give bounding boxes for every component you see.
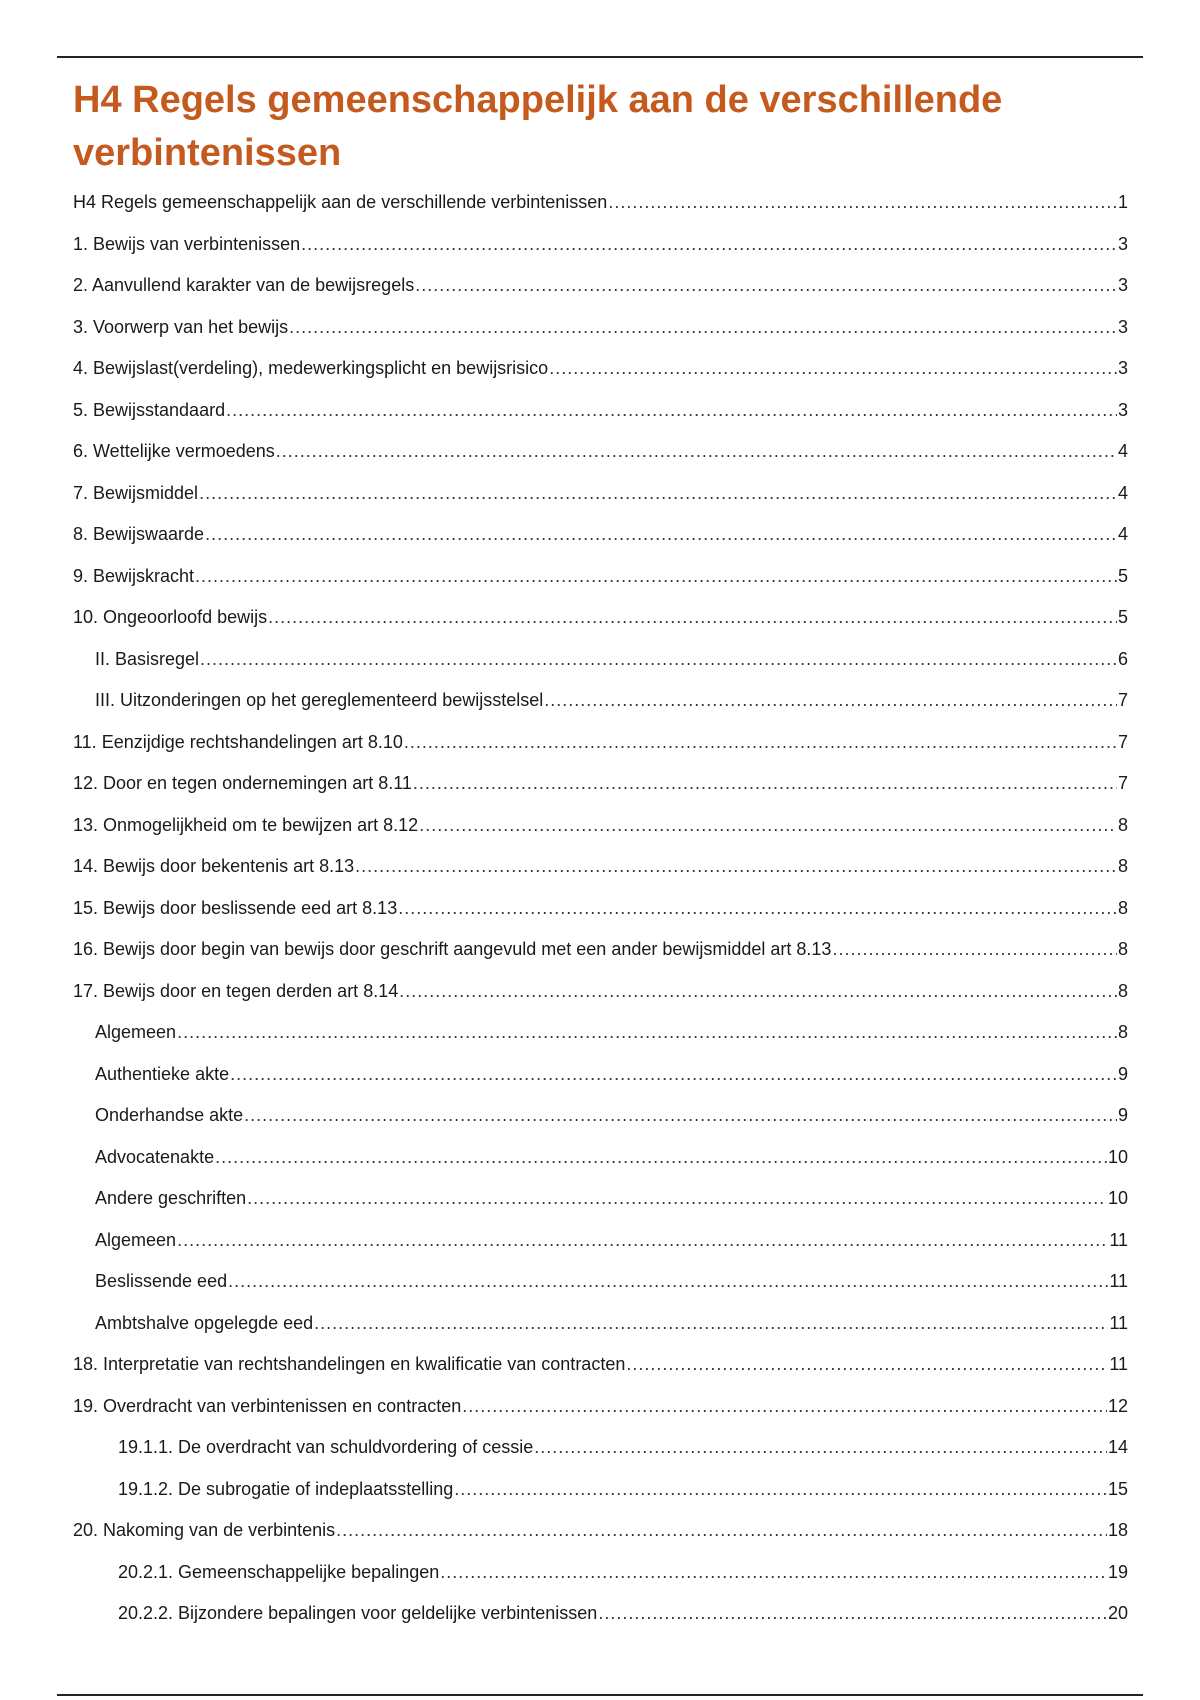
toc-dot-leader: [626, 1344, 1108, 1386]
toc-page-number: 3: [1117, 358, 1128, 378]
toc-dot-leader: [398, 888, 1117, 930]
toc-page-number: 12: [1107, 1395, 1128, 1416]
toc-page-number: 11: [1109, 1271, 1128, 1291]
toc-dot-leader: [177, 1012, 1117, 1054]
toc-page-number: 4: [1117, 441, 1128, 461]
toc-entry-label[interactable]: 20.2.2. Bijzondere bepalingen voor geldelijke verbintenissen: [118, 1603, 598, 1623]
toc-entry-label[interactable]: 4. Bewijslast(verdeling), medewerkingsplicht en bewijsrisico: [73, 358, 549, 378]
toc-entry-label[interactable]: 7. Bewijsmiddel: [73, 482, 199, 503]
toc-entry[interactable]: [73, 1261, 1128, 1303]
toc-entry-label[interactable]: Onderhandse akte: [95, 1105, 244, 1125]
toc-entry[interactable]: [73, 514, 1128, 556]
toc-dot-leader: [215, 1137, 1107, 1179]
toc-page-number: 20: [1107, 1603, 1128, 1623]
toc-dot-leader: [247, 1178, 1107, 1220]
toc-entry-label[interactable]: 5. Bewijsstandaard: [73, 399, 226, 420]
toc-entry-label[interactable]: 12. Door en tegen ondernemingen art 8.11: [73, 773, 412, 793]
toc-entry[interactable]: [73, 473, 1128, 515]
toc-dot-leader: [205, 514, 1117, 556]
toc-entry[interactable]: [73, 1012, 1128, 1054]
toc-page-number: 8: [1117, 897, 1128, 918]
top-rule: [57, 56, 1143, 58]
toc-page-number: 4: [1117, 524, 1128, 544]
toc-entry[interactable]: [73, 1344, 1128, 1386]
toc-page-number: 19: [1107, 1561, 1128, 1582]
toc-page-number: 11: [1109, 1229, 1128, 1250]
toc-page-number: 8: [1117, 856, 1128, 876]
toc-dot-leader: [244, 1095, 1117, 1137]
toc-page-number: 4: [1117, 482, 1128, 503]
toc-page-number: 3: [1117, 275, 1128, 295]
toc-entry-label[interactable]: Advocatenakte: [95, 1146, 215, 1167]
toc-entry-label[interactable]: Algemeen: [95, 1022, 177, 1042]
toc-dot-leader: [832, 929, 1117, 971]
bottom-rule: [57, 1694, 1143, 1696]
toc-entry[interactable]: [73, 1552, 1128, 1594]
toc-page-number: 5: [1117, 565, 1128, 586]
toc-entry[interactable]: [73, 639, 1128, 681]
table-of-contents: [73, 182, 1128, 1635]
toc-dot-leader: [608, 182, 1117, 224]
toc-entry-label[interactable]: II. Basisregel: [95, 648, 200, 669]
toc-entry[interactable]: [73, 1469, 1128, 1511]
toc-entry[interactable]: [73, 348, 1128, 390]
toc-entry-label[interactable]: 8. Bewijswaarde: [73, 524, 205, 544]
toc-page-number: 8: [1117, 980, 1128, 1001]
toc-dot-leader: [544, 680, 1117, 722]
toc-entry-label[interactable]: 1. Bewijs van verbintenissen: [73, 233, 301, 254]
toc-entry-label[interactable]: 19.1.2. De subrogatie of indeplaatsstelling: [118, 1478, 454, 1499]
toc-entry[interactable]: [73, 1220, 1128, 1262]
toc-entry[interactable]: [73, 929, 1128, 971]
toc-dot-leader: [549, 348, 1117, 390]
toc-entry-label[interactable]: Andere geschriften: [95, 1188, 247, 1208]
toc-entry[interactable]: [73, 182, 1128, 224]
toc-dot-leader: [230, 1054, 1117, 1096]
toc-dot-leader: [440, 1552, 1107, 1594]
toc-page-number: 18: [1107, 1520, 1128, 1540]
toc-page-number: 6: [1117, 648, 1128, 669]
toc-page-number: 9: [1117, 1105, 1128, 1125]
toc-entry[interactable]: [73, 1510, 1128, 1552]
toc-entry-label[interactable]: III. Uitzonderingen op het gereglementeerd bewijsstelsel: [95, 690, 544, 710]
toc-entry-label[interactable]: 3. Voorwerp van het bewijs: [73, 316, 289, 337]
toc-entry[interactable]: [73, 1593, 1128, 1635]
toc-page-number: 7: [1117, 731, 1128, 752]
toc-dot-leader: [268, 597, 1117, 639]
toc-dot-leader: [228, 1261, 1108, 1303]
toc-dot-leader: [454, 1469, 1107, 1511]
toc-dot-leader: [301, 224, 1117, 266]
toc-page-number: 8: [1117, 939, 1128, 959]
toc-page-number: 3: [1117, 316, 1128, 337]
toc-dot-leader: [336, 1510, 1107, 1552]
toc-page-number: 3: [1117, 233, 1128, 254]
toc-page-number: 5: [1117, 607, 1128, 627]
toc-page-number: 10: [1107, 1146, 1128, 1167]
toc-page-number: 9: [1117, 1063, 1128, 1084]
toc-dot-leader: [276, 431, 1117, 473]
toc-dot-leader: [415, 265, 1117, 307]
toc-dot-leader: [200, 639, 1117, 681]
toc-entry-label[interactable]: 19.1.1. De overdracht van schuldvordering of cessie: [118, 1437, 534, 1457]
toc-entry-label[interactable]: 18. Interpretatie van rechtshandelingen en kwalificatie van contracten: [73, 1354, 626, 1374]
toc-entry-label[interactable]: 10. Ongeoorloofd bewijs: [73, 607, 268, 627]
toc-dot-leader: [419, 805, 1117, 847]
toc-page-number: 8: [1117, 814, 1128, 835]
toc-dot-leader: [199, 473, 1117, 515]
toc-entry[interactable]: [73, 307, 1128, 349]
toc-page-number: 11: [1109, 1312, 1128, 1333]
toc-entry[interactable]: [73, 1303, 1128, 1345]
toc-entry-label[interactable]: 11. Eenzijdige rechtshandelingen art 8.10: [73, 731, 403, 752]
toc-dot-leader: [177, 1220, 1108, 1262]
toc-entry[interactable]: [73, 1054, 1128, 1096]
toc-page-number: 8: [1117, 1022, 1128, 1042]
toc-page-number: 7: [1117, 773, 1128, 793]
toc-dot-leader: [226, 390, 1117, 432]
toc-entry[interactable]: [73, 556, 1128, 598]
toc-dot-leader: [195, 556, 1117, 598]
toc-dot-leader: [289, 307, 1117, 349]
toc-entry-label[interactable]: Beslissende eed: [95, 1271, 228, 1291]
toc-page-number: 10: [1107, 1188, 1128, 1208]
toc-page-number: 1: [1117, 192, 1128, 212]
toc-entry-label[interactable]: 15. Bewijs door beslissende eed art 8.13: [73, 897, 398, 918]
toc-entry[interactable]: [73, 390, 1128, 432]
toc-dot-leader: [462, 1386, 1107, 1428]
toc-entry[interactable]: [73, 763, 1128, 805]
toc-entry-label[interactable]: 20.2.1. Gemeenschappelijke bepalingen: [118, 1561, 440, 1582]
toc-entry[interactable]: [73, 680, 1128, 722]
toc-entry[interactable]: [73, 888, 1128, 930]
toc-entry-label[interactable]: Ambtshalve opgelegde eed: [95, 1312, 314, 1333]
toc-entry-label[interactable]: 14. Bewijs door bekentenis art 8.13: [73, 856, 355, 876]
toc-entry[interactable]: [73, 805, 1128, 847]
toc-entry-label[interactable]: 2. Aanvullend karakter van de bewijsregels: [73, 275, 415, 295]
toc-page-number: 3: [1117, 399, 1128, 420]
toc-entry[interactable]: [73, 1095, 1128, 1137]
toc-entry[interactable]: [73, 265, 1128, 307]
toc-entry[interactable]: [73, 971, 1128, 1013]
toc-entry-label[interactable]: 6. Wettelijke vermoedens: [73, 441, 275, 461]
toc-entry-label[interactable]: 9. Bewijskracht: [73, 565, 195, 586]
toc-entry[interactable]: [73, 722, 1128, 764]
toc-entry-label[interactable]: 13. Onmogelijkheid om te bewijzen art 8.12: [73, 814, 419, 835]
toc-entry-label[interactable]: 17. Bewijs door en tegen derden art 8.14: [73, 980, 399, 1001]
toc-entry[interactable]: [73, 1178, 1128, 1220]
toc-entry[interactable]: [73, 1386, 1128, 1428]
toc-entry[interactable]: [73, 597, 1128, 639]
toc-entry-label[interactable]: Algemeen: [95, 1229, 177, 1250]
toc-page-number: 11: [1109, 1354, 1128, 1374]
toc-page-number: 14: [1107, 1437, 1128, 1457]
toc-dot-leader: [404, 722, 1117, 764]
document-title: H4 Regels gemeenschappelijk aan de verschillende verbintenissen: [73, 79, 1003, 174]
toc-dot-leader: [534, 1427, 1107, 1469]
toc-dot-leader: [355, 846, 1117, 888]
toc-dot-leader: [399, 971, 1117, 1013]
toc-page-number: 15: [1107, 1478, 1128, 1499]
toc-entry-label[interactable]: 16. Bewijs door begin van bewijs door geschrift aangevuld met een ander bewijsmiddel art 8.13: [73, 939, 832, 959]
toc-dot-leader: [598, 1593, 1107, 1635]
toc-entry-label[interactable]: 20. Nakoming van de verbintenis: [73, 1520, 336, 1540]
toc-page-number: 7: [1117, 690, 1128, 710]
toc-entry[interactable]: [73, 1137, 1128, 1179]
toc-entry-label[interactable]: H4 Regels gemeenschappelijk aan de verschillende verbintenissen: [73, 192, 608, 212]
toc-dot-leader: [314, 1303, 1108, 1345]
toc-entry-label[interactable]: 19. Overdracht van verbintenissen en contracten: [73, 1395, 462, 1416]
toc-entry-label[interactable]: Authentieke akte: [95, 1063, 230, 1084]
toc-entry[interactable]: [73, 431, 1128, 473]
toc-entry[interactable]: [73, 1427, 1128, 1469]
toc-entry[interactable]: [73, 224, 1128, 266]
toc-dot-leader: [413, 763, 1117, 805]
toc-entry[interactable]: [73, 846, 1128, 888]
